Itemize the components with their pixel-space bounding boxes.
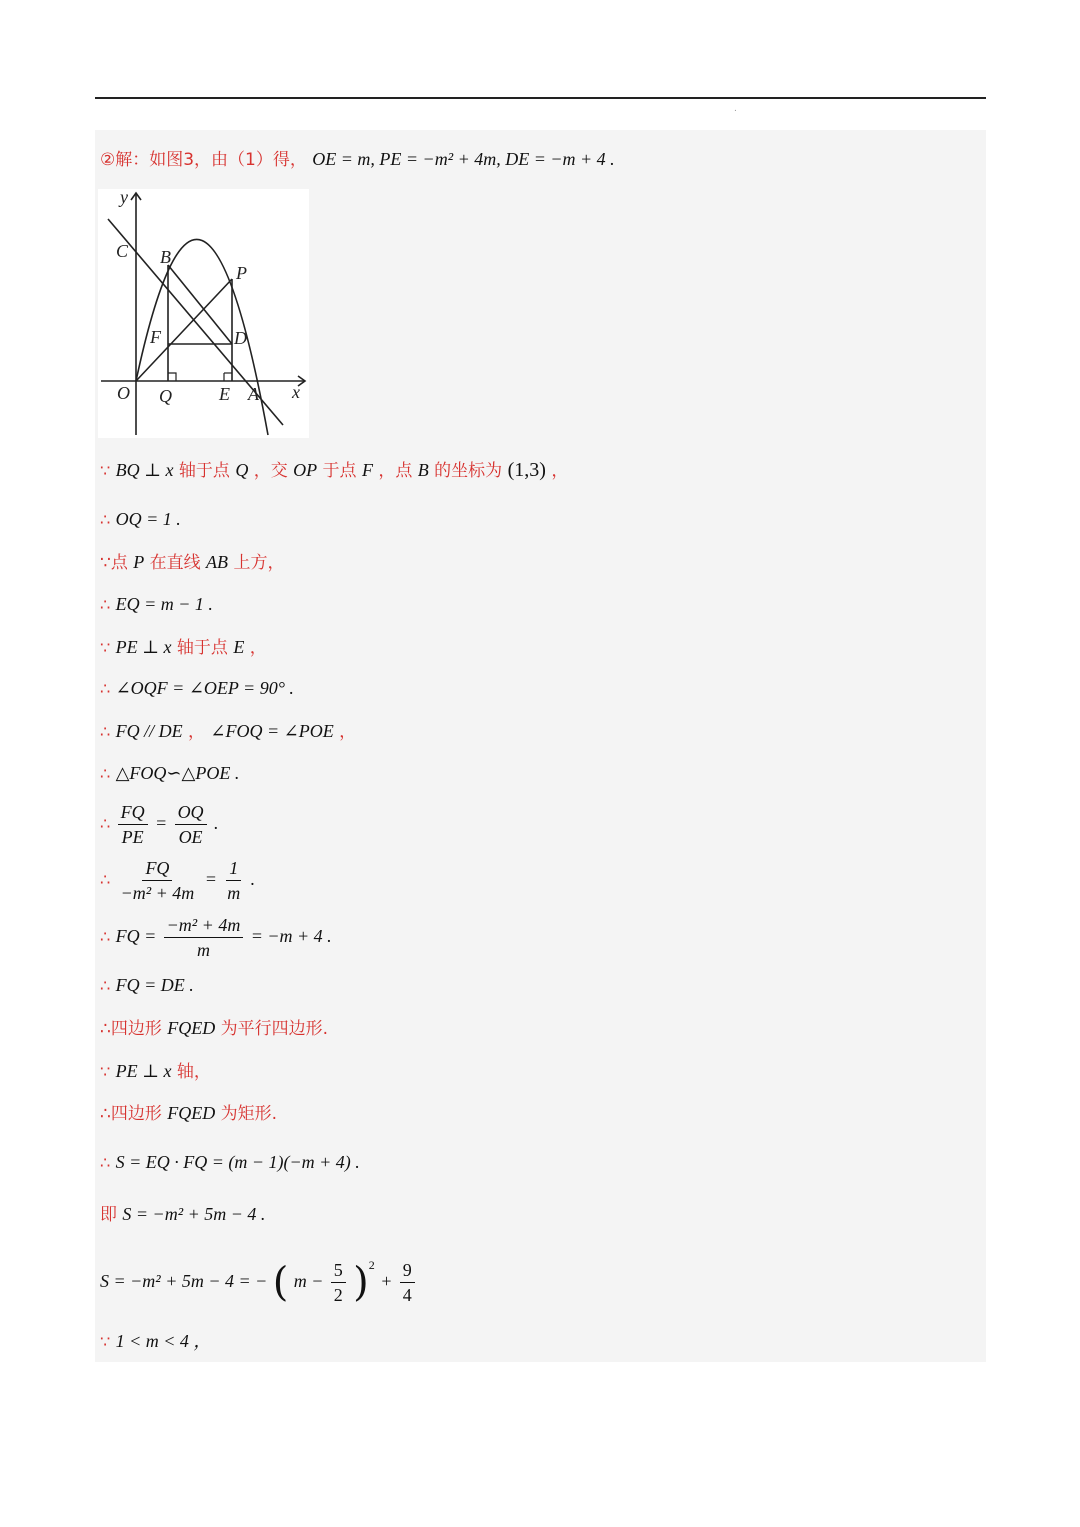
math: S = −m² + 5m − 4 = − xyxy=(100,1271,268,1291)
math: E xyxy=(233,637,245,657)
label-c: C xyxy=(116,241,129,261)
text: 的坐标为 xyxy=(434,461,503,481)
text: ， xyxy=(339,722,357,742)
therefore-symbol: ∴ xyxy=(100,764,111,783)
numerator: FQ xyxy=(142,856,172,881)
therefore-symbol: ∴ xyxy=(100,595,111,614)
exponent: 2 xyxy=(368,1258,375,1272)
step-11 xyxy=(100,913,332,962)
math: . xyxy=(250,869,256,889)
math: m − xyxy=(293,1271,324,1291)
step-6 xyxy=(100,676,294,701)
fraction xyxy=(224,856,243,905)
label-f: F xyxy=(150,327,161,347)
math: FQ = xyxy=(115,926,157,946)
step-15 xyxy=(100,1101,277,1126)
text: ∴四边形 xyxy=(100,1019,162,1039)
math: S = EQ · FQ = (m − 1)(−m + 4) . xyxy=(115,1152,360,1172)
step-4 xyxy=(100,592,213,617)
therefore-symbol: ∴ xyxy=(100,722,111,741)
therefore-symbol: ∴ xyxy=(100,679,111,698)
text: ∵点 xyxy=(100,553,128,573)
math: ∠OQF = ∠OEP = 90° . xyxy=(115,678,294,698)
math: = −m + 4 . xyxy=(250,926,332,946)
therefore-symbol: ∴ xyxy=(100,976,111,995)
math: + xyxy=(380,1271,393,1291)
math: FQED xyxy=(167,1103,216,1123)
text: 轴于点 xyxy=(178,461,230,481)
fraction xyxy=(175,800,207,849)
step-13 xyxy=(100,1016,328,1041)
fraction xyxy=(400,1258,415,1307)
left-paren: ( xyxy=(272,1259,289,1306)
step-2 xyxy=(100,507,181,532)
solution-intro xyxy=(100,147,615,172)
text: 于点 xyxy=(322,461,357,481)
math: AB xyxy=(206,552,229,572)
step-1 xyxy=(100,458,568,483)
math: PE ⊥ x xyxy=(115,1061,172,1081)
label-y: y xyxy=(120,189,128,207)
math: = xyxy=(204,869,217,889)
therefore-symbol: ∴ xyxy=(100,510,111,529)
text: 在直线 xyxy=(149,553,201,573)
math: ∠FOQ = ∠POE xyxy=(210,721,334,741)
label-q: Q xyxy=(159,386,172,406)
math: . xyxy=(213,813,219,833)
step-8 xyxy=(100,761,239,786)
text: 轴， xyxy=(176,1062,211,1082)
label-x: x xyxy=(292,382,300,402)
intro-math: OE = m, PE = −m² + 4m, DE = −m + 4 . xyxy=(312,149,615,169)
step-7 xyxy=(100,719,356,744)
step-16 xyxy=(100,1150,360,1175)
math: F xyxy=(361,460,373,480)
math: BQ ⊥ x xyxy=(115,460,174,480)
numerator: −m² + 4m xyxy=(164,913,244,938)
text: ∴四边形 xyxy=(100,1104,162,1124)
therefore-symbol: ∴ xyxy=(100,870,111,889)
label-a: A xyxy=(248,384,259,404)
segment-bd xyxy=(168,265,232,344)
therefore-symbol: ∴ xyxy=(100,927,111,946)
numerator: 5 xyxy=(331,1258,346,1283)
text: ，交 xyxy=(253,461,288,481)
denominator: PE xyxy=(121,827,144,847)
math: OQ = 1 . xyxy=(115,509,181,529)
math: OP xyxy=(293,460,318,480)
denominator: −m² + 4m xyxy=(120,883,195,903)
math: △FOQ∽△POE . xyxy=(115,763,240,783)
step-14 xyxy=(100,1059,211,1084)
math: Q xyxy=(235,460,249,480)
text: ， xyxy=(188,722,205,742)
math: PE ⊥ x xyxy=(115,637,172,657)
text: 为矩形. xyxy=(220,1104,278,1124)
math: B xyxy=(417,460,429,480)
step-12 xyxy=(100,973,194,998)
text: 即 xyxy=(100,1205,117,1225)
because-symbol: ∵ xyxy=(100,1062,111,1081)
fraction xyxy=(331,1258,346,1307)
numerator: 9 xyxy=(400,1258,415,1283)
math: FQ = DE . xyxy=(115,975,194,995)
math: S = −m² + 5m − 4 . xyxy=(122,1204,266,1224)
figure-3 xyxy=(98,189,309,438)
step-19 xyxy=(100,1329,211,1354)
label-b: B xyxy=(160,247,171,267)
math: FQED xyxy=(167,1018,216,1038)
numerator: OQ xyxy=(175,800,207,825)
fraction xyxy=(118,856,198,905)
because-symbol: ∵ xyxy=(100,461,111,480)
numerator: 1 xyxy=(226,856,241,881)
step-9 xyxy=(100,800,218,849)
fraction xyxy=(118,800,148,849)
therefore-symbol: ∴ xyxy=(100,1153,111,1172)
numerator: FQ xyxy=(118,800,148,825)
text: 上方， xyxy=(233,553,285,573)
math: (1,3) xyxy=(507,459,546,481)
text: 为平行四边形. xyxy=(220,1019,329,1039)
therefore-symbol: ∴ xyxy=(100,814,111,833)
text: ， xyxy=(249,638,267,658)
step-5 xyxy=(100,635,267,660)
label-d: D xyxy=(234,328,247,348)
fraction xyxy=(164,913,244,962)
text: 轴于点 xyxy=(176,638,228,658)
step-18 xyxy=(100,1253,417,1307)
because-symbol: ∵ xyxy=(100,638,111,657)
figure-3-diagram xyxy=(98,189,309,438)
math: = xyxy=(155,813,168,833)
math: 1 < m < 4 ， xyxy=(115,1331,212,1351)
math: P xyxy=(133,552,145,572)
label-o: O xyxy=(117,383,130,403)
text: ，点 xyxy=(378,461,413,481)
right-paren: ) xyxy=(353,1259,369,1306)
math: EQ = m − 1 . xyxy=(115,594,213,614)
intro-label: ②解：如图3，由（1）得， xyxy=(100,150,307,170)
step-10 xyxy=(100,856,255,905)
denominator: m xyxy=(196,940,210,960)
denominator: 4 xyxy=(402,1285,412,1305)
header-mark: . xyxy=(734,104,737,114)
label-p: P xyxy=(236,263,247,283)
right-angle-q xyxy=(168,373,176,381)
denominator: m xyxy=(227,883,241,903)
header-rule xyxy=(95,97,986,99)
label-e: E xyxy=(219,384,230,404)
because-symbol: ∵ xyxy=(100,1332,111,1351)
text: ， xyxy=(551,461,569,481)
denominator: OE xyxy=(178,827,203,847)
step-3 xyxy=(100,550,284,575)
math: FQ // DE xyxy=(115,721,183,741)
denominator: 2 xyxy=(333,1285,343,1305)
step-17 xyxy=(100,1202,265,1227)
